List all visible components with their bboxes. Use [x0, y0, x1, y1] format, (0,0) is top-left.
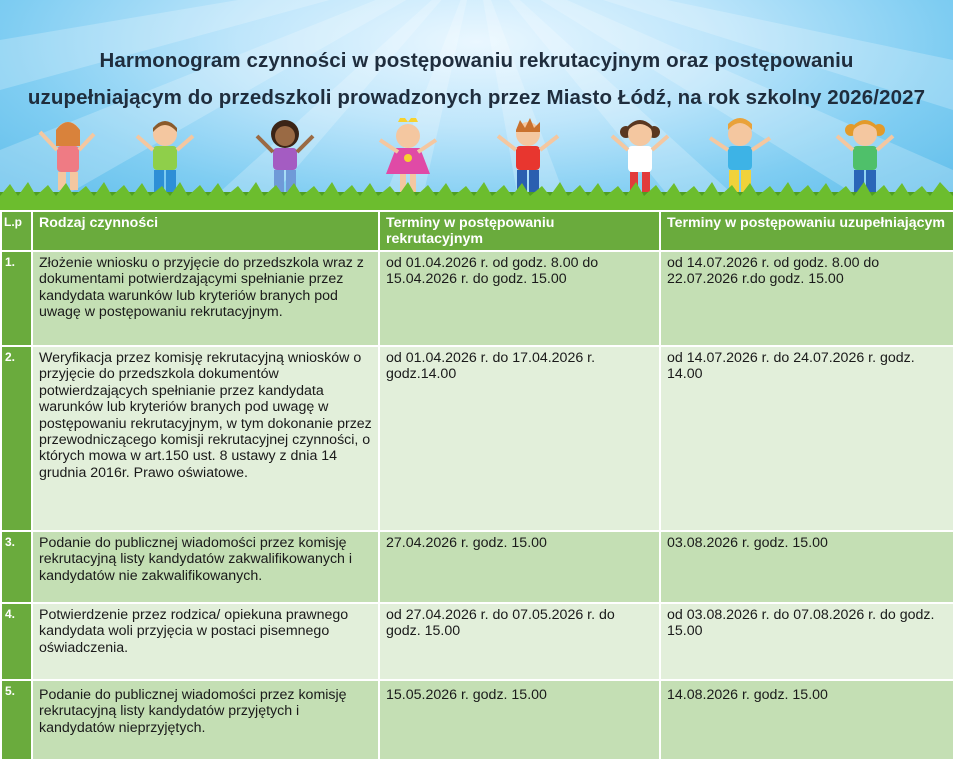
header-recruitment: Terminy w postępowaniu rekrutacyjnym [379, 211, 660, 251]
schedule-table [0, 210, 953, 761]
kid-figure [710, 118, 770, 192]
recruitment-term-cell: od 01.04.2026 r. do 17.04.2026 r. godz.14.00 [379, 346, 660, 531]
row-number: 4. [1, 603, 32, 680]
row-number: 2. [1, 346, 32, 531]
row-number: 1. [1, 251, 32, 346]
recruitment-term-cell: 15.05.2026 r. godz. 15.00 [379, 680, 660, 760]
kid-figure [40, 122, 94, 190]
table-row [1, 603, 953, 680]
table-header-row [1, 211, 953, 251]
grass-strip [0, 182, 953, 210]
recruitment-term-cell: 27.04.2026 r. godz. 15.00 [379, 531, 660, 603]
header-lp: L.p [1, 211, 32, 251]
table-row [1, 251, 953, 346]
recruitment-term-cell: od 01.04.2026 r. od godz. 8.00 do 15.04.2026 r. do godz. 15.00 [379, 251, 660, 346]
header-banner [0, 0, 953, 210]
supplementary-term-cell: od 14.07.2026 r. od godz. 8.00 do 22.07.2026 r.do godz. 15.00 [660, 251, 953, 346]
page-title-line-1: Harmonogram czynności w postępowaniu rekrutacyjnym oraz postępowaniu [99, 49, 854, 72]
supplementary-term-cell: 14.08.2026 r. godz. 15.00 [660, 680, 953, 760]
activity-cell: Podanie do publicznej wiadomości przez komisję rekrutacyjną listy kandydatów przyjętych i kandydatów nieprzyjętych. [32, 680, 379, 760]
kid-figure [498, 118, 558, 192]
header-supplementary: Terminy w postępowaniu uzupełniającym [660, 211, 953, 251]
supplementary-term-cell: 03.08.2026 r. godz. 15.00 [660, 531, 953, 603]
kid-figure [380, 118, 436, 192]
row-number: 5. [1, 680, 32, 760]
table-row [1, 680, 953, 760]
table-row [1, 346, 953, 531]
activity-cell: Złożenie wniosku o przyjęcie do przedszkola wraz z dokumentami potwierdzającymi spełnianie przez kandydata warunków lub kryteriów branych pod uwagę w postępowaniu rekrutacyjnym. [32, 251, 379, 346]
recruitment-term-cell: od 27.04.2026 r. do 07.05.2026 r. do godz. 15.00 [379, 603, 660, 680]
header-activity: Rodzaj czynności [32, 211, 379, 251]
activity-cell: Podanie do publicznej wiadomości przez komisję rekrutacyjną listy kandydatów zakwalifikowanych i kandydatów nie zakwalifikowanych. [32, 531, 379, 603]
supplementary-term-cell: od 03.08.2026 r. do 07.08.2026 r. do godz. 15.00 [660, 603, 953, 680]
supplementary-term-cell: od 14.07.2026 r. do 24.07.2026 r. godz. 14.00 [660, 346, 953, 531]
activity-cell: Weryfikacja przez komisję rekrutacyjną wniosków o przyjęcie do przedszkola dokumentów potwierdzających spełnianie przez kandydata warunków lub kryteriów branych pod uwagę w postępowaniu rekrutacyjnym, w tym dokonanie przez przewodniczącego komisji rekrutacyjnej czynności, o których mowa w art.150 ust. 8 ustawy z dnia 14 grudnia 2016r. Prawo oświatowe. [32, 346, 379, 531]
row-number: 3. [1, 531, 32, 603]
table-row [1, 531, 953, 603]
page-title-line-2: uzupełniającym do przedszkoli prowadzonych przez Miasto Łódź, na rok szkolny 2026/2027 [27, 86, 926, 109]
activity-cell: Potwierdzenie przez rodzica/ opiekuna prawnego kandydata woli przyjęcia w postaci pisemnego oświadczenia. [32, 603, 379, 680]
